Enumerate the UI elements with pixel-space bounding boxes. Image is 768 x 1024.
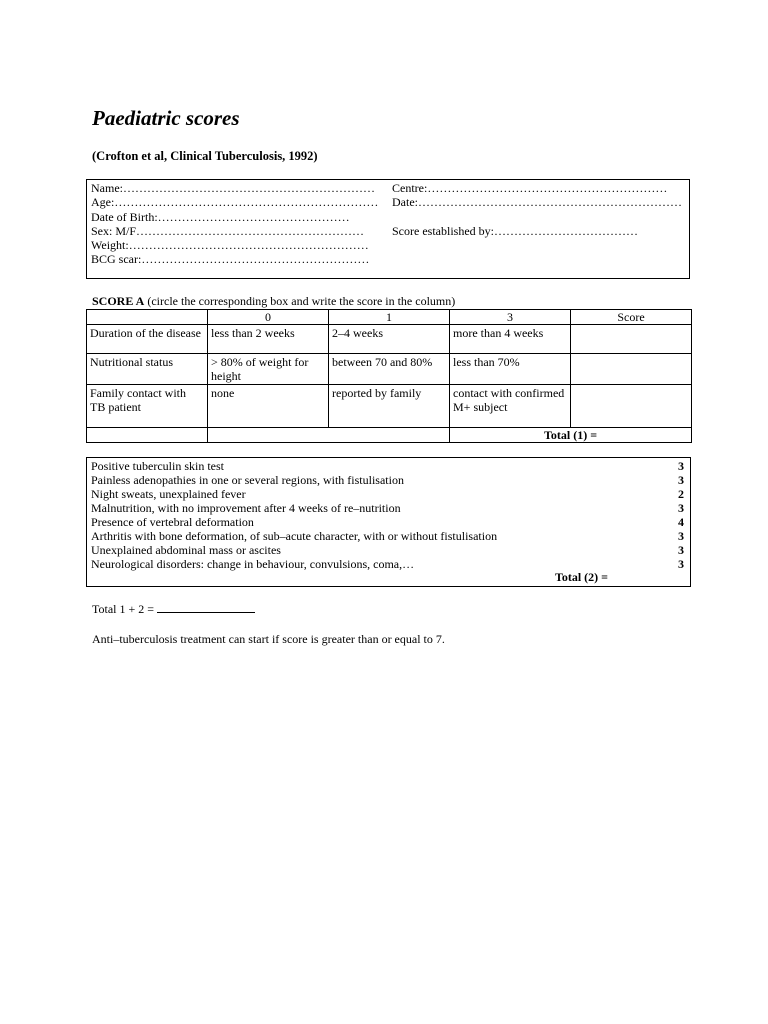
- option-1-cell[interactable]: reported by family: [329, 385, 450, 428]
- criterion-points: 3: [678, 501, 684, 515]
- score-cell[interactable]: [571, 385, 692, 428]
- score-a-heading: [92, 294, 455, 309]
- option-3-cell[interactable]: more than 4 weeks: [450, 325, 571, 354]
- page-title: Paediatric scores: [92, 106, 240, 130]
- header-3: 3: [450, 310, 571, 325]
- blank-row: [392, 210, 682, 224]
- option-3-cell[interactable]: contact with confirmed M+ subject: [450, 385, 571, 428]
- criterion-cell: Duration of the disease: [87, 325, 208, 354]
- centre-field[interactable]: Centre:……………………………………………………: [392, 181, 668, 195]
- treatment-note: Anti–tuberculosis treatment can start if score is greater than or equal to 7.: [92, 632, 445, 646]
- criterion-points: 3: [678, 473, 684, 487]
- criterion-label: Arthritis with bone deformation, of sub–acute character, with or without fistulisation: [91, 529, 498, 543]
- criterion-points: 3: [678, 459, 684, 473]
- patient-info-right: [392, 181, 682, 238]
- option-1-cell[interactable]: between 70 and 80%: [329, 354, 450, 385]
- criterion-points: 3: [678, 557, 684, 571]
- total-1-label[interactable]: Total (1) =: [450, 428, 692, 443]
- criterion-label: Malnutrition, with no improvement after 4 weeks of re–nutrition: [91, 501, 401, 515]
- criterion-label: Positive tuberculin skin test: [91, 459, 224, 473]
- grand-total: [92, 601, 255, 617]
- table-row: [87, 354, 692, 385]
- dob-field[interactable]: Date of Birth:…………………………………………: [91, 209, 350, 224]
- grand-total-label: Total 1 + 2 =: [92, 602, 155, 616]
- header-criterion: [87, 310, 208, 325]
- criterion-cell: Nutritional status: [87, 354, 208, 385]
- score-a-header-row: [87, 310, 692, 325]
- grand-total-blank[interactable]: [157, 601, 255, 613]
- score-a-label: SCORE A: [92, 294, 145, 308]
- date-field[interactable]: Date:…………………………………………………………: [392, 195, 682, 210]
- patient-info-box: [86, 179, 690, 279]
- criterion-points: 4: [678, 515, 684, 529]
- header-1: 1: [329, 310, 450, 325]
- criterion-label: Night sweats, unexplained fever: [91, 487, 246, 501]
- option-0-cell[interactable]: less than 2 weeks: [208, 325, 329, 354]
- criterion-label: Presence of vertebral deformation: [91, 515, 254, 529]
- criterion-label: Unexplained abdominal mass or ascites: [91, 543, 281, 557]
- option-0-cell[interactable]: none: [208, 385, 329, 428]
- citation: (Crofton et al, Clinical Tuberculosis, 1992): [92, 149, 318, 163]
- score-b-box: [86, 457, 691, 587]
- criterion-label: Neurological disorders: change in behaviour, convulsions, coma,…: [91, 557, 415, 571]
- age-field[interactable]: Age:…………………………………………………………: [91, 195, 379, 210]
- total-2-label[interactable]: Total (2) =: [554, 570, 608, 584]
- criterion-points: 2: [678, 487, 684, 501]
- option-0-cell[interactable]: > 80% of weight for height: [208, 354, 329, 385]
- score-established-by-field[interactable]: Score established by:………………………………: [392, 223, 638, 238]
- score-a-total-row: [87, 428, 692, 443]
- header-score: Score: [571, 310, 692, 325]
- name-field[interactable]: Name:………………………………………………………: [91, 181, 375, 195]
- score-cell[interactable]: [571, 354, 692, 385]
- weight-field[interactable]: Weight:……………………………………………………: [91, 238, 369, 253]
- option-3-cell[interactable]: less than 70%: [450, 354, 571, 385]
- score-cell[interactable]: [571, 325, 692, 354]
- criterion-label: Painless adenopathies in one or several regions, with fistulisation: [91, 473, 404, 487]
- total-blank-span: [208, 428, 450, 443]
- criterion-points: 3: [678, 543, 684, 557]
- criterion-cell: Family contact with TB patient: [87, 385, 208, 428]
- total-blank-cell: [87, 428, 208, 443]
- option-1-cell[interactable]: 2–4 weeks: [329, 325, 450, 354]
- sex-field[interactable]: Sex: M/F…………………………………………………: [91, 223, 365, 238]
- score-a-instruction: (circle the corresponding box and write the score in the column): [147, 294, 456, 308]
- bcg-scar-field[interactable]: BCG scar:…………………………………………………: [91, 252, 370, 267]
- table-row: [87, 385, 692, 428]
- header-0: 0: [208, 310, 329, 325]
- criterion-points: 3: [678, 529, 684, 543]
- patient-info-left: [91, 181, 378, 267]
- table-row: [87, 325, 692, 354]
- score-a-table: [86, 309, 692, 443]
